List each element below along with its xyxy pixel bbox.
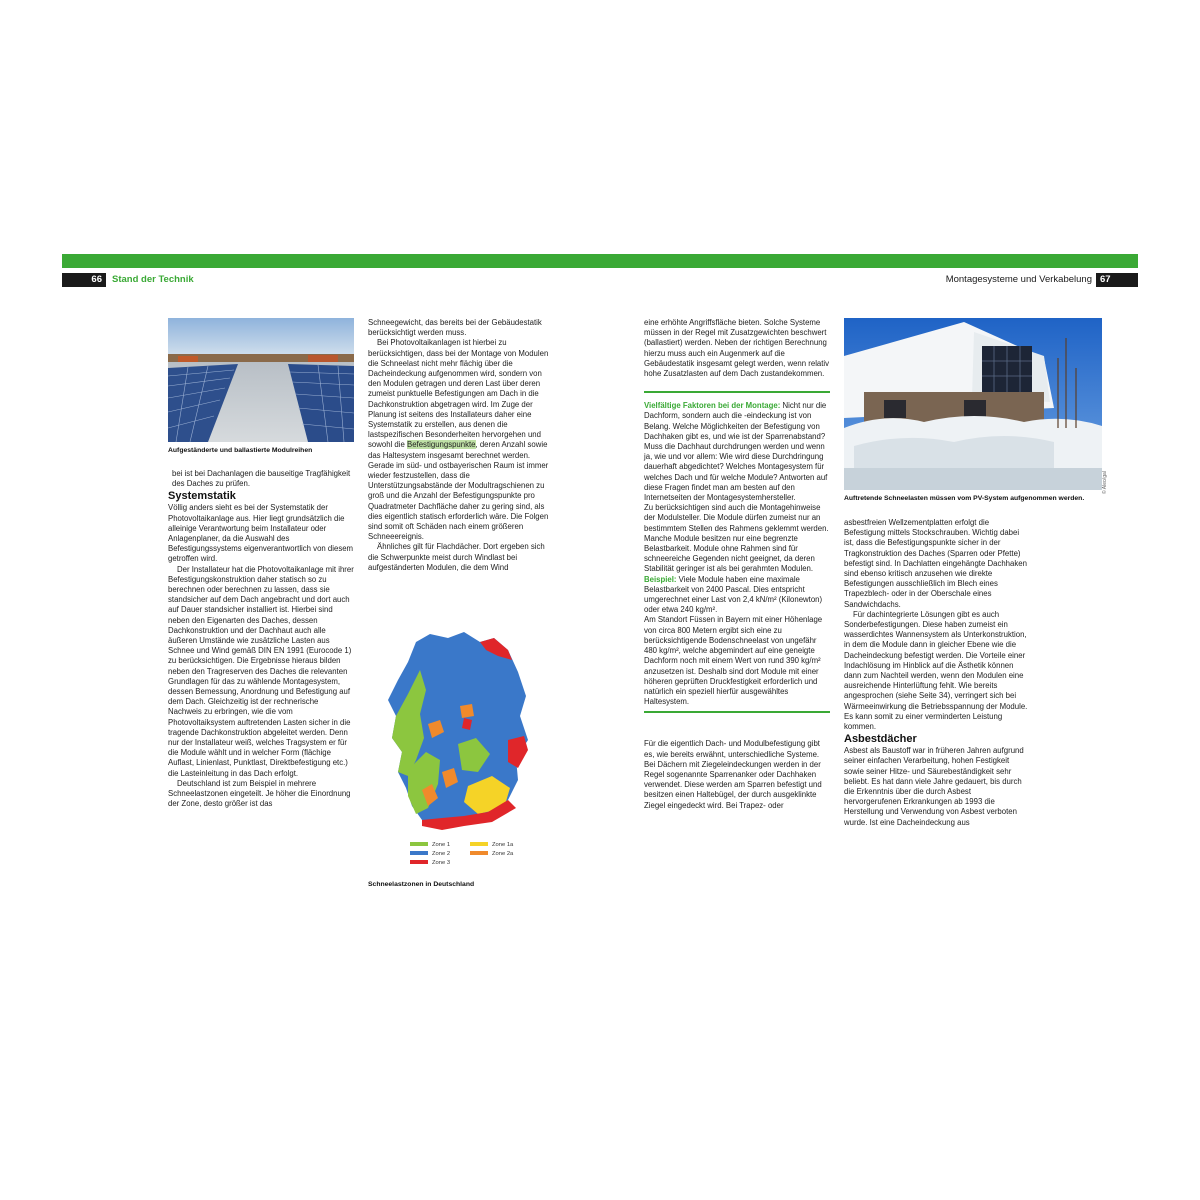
right-column-2 [844,518,1030,828]
map-zone-2a-4 [460,704,474,718]
right-page-number: 67 [1096,273,1138,287]
col1-paragraph-2: Der Installateur hat die Photovoltaikanlage mit ihrer Befestigungskonstruktion daher statisch so zu berechnen oder berechnen zu lassen, dass sie standsicher auf dem Dach angebracht und dort auch auf Dauer standsicher installiert ist. Hierbei sind neben den Eigenarten des Daches, dessen Dachkonstruktion und der Dachhaut auch alle äußeren Umstände wie zusätzliche Lasten aus Schnee und Wind gemäß DIN EN 1991 (Eurocode 1) zu berücksichtigen. Die Ergebnisse hieraus bilden neben den Tragreserven des Daches die relevanten Grundlagen für das zu wählende Montagesystem, dessen Bemessung, Anordnung und Befestigung auf dem Dach. Gleichzeitig ist der rechnerische Nachweis zu erbringen, wie die vom Photovoltaiksystem auftretenden Lasten sicher in die tragende Dachkonstruktion abgeleitet werden. Denn nur der Installateur weiß, welches Tragsystem er für die Module wählt und in welcher Form (flächige Auflast, Linienlast, Punktlast, Direktbefestigung etc.) die Lasteinleitung in das Dach erfolgt. [168,564,354,778]
col2-paragraph-3: Ähnliches gilt für Flachdächer. Dort ergeben sich die Schwerpunkte meist durch Windlast bei aufgeständerten Modulen, die dem Wind [368,542,545,572]
solar-rows-caption: Aufgeständerte und ballastierte Modulreihen [168,447,313,454]
map-zone-3-east [508,736,528,768]
solar-rows-photo [168,318,354,442]
col2-paragraph-2 [368,338,556,542]
legend-swatch [470,851,488,855]
right-page-header [602,273,1138,287]
snow-house-photo [844,318,1102,490]
col2-paragraph-2-b: , deren Anzahl sowie das Haltesystem insgesamt berechnet werden. Gerade im süd- und ostbayerischen Raum ist immer wieder festzustellen, dass die Unterstützungsabstände der Modultragschienen zu groß und die Anzahl der Befestigungspunkte pro Quadratmeter Dachfläche daher zu gering sind, als dies eigentlich statisch erforderlich wäre. Die Folgen sind somit oft Schäden nach einem größeren Schneeereignis. [368,440,549,542]
col1-paragraph-1: Völlig anders sieht es bei der Systemstatik der Photovoltaikanlage aus. Hier liegt grundsätzlich die alleinige Verantwortung beim Installateur oder Anlagenplaner, da die Auswahl des Befestigungssystems eigenverantwortlich von diesem getroffen wird. [168,503,354,564]
highlighted-term: Befestigungspunkte [407,440,476,450]
col3-paragraph-after: Für die eigentlich Dach- und Modulbefestigung gibt es, wie bereits erwähnt, unterschiedliche Systeme. Bei Dächern mit Ziegeleindeckungen werden in der Regel sogenannte Sparrenanker oder Dachhaken verwendet. Diese werden am Sparren befestigt und besitzen einen Haltebügel, der durch ausgeklinkte Ziegel eingedeckt wird. Bei Trapez- oder [644,739,822,810]
top-green-bar [62,254,1138,268]
right-section-title: Montagesysteme und Verkabelung [945,274,1092,285]
left-page-header [62,273,602,287]
col2-paragraph-2-a: Bei Photovoltaikanlagen ist hierbei zu berücksichtigen, dass bei der Montage von Modulen die Schneelast nicht mehr flächig über die Dacheindeckung aufgenommen wird, sondern von den Modulen getragen und deren Last über deren zumeist punktuelle Befestigungen am Dach in die Dachkonstruktion abgetragen wird. Im Zuge der Planung ist seitens des Installateurs daher eine Systemstatik zu erstellen, aus denen die lastspezifischen Besonderheiten hervorgehen und sowohl die [368,338,549,450]
col3-box-paragraph-1: Vielfältige Faktoren bei der Montage: Nicht nur die Dachform, sondern auch die -eindeckung ist von Belang. Welche Möglichkeiten der Befestigung von Dachhaken gibt es, und wie ist der Sparrenabstand? Muss die Dachhaut durchdrungen werden und wenn ja, wie und vor allem: Wie wird diese Durchdringung dauerhaft abgedichtet? Welches Montagesystem für welches Dach und für welche Module? Antworten auf diese Fragen findet man am besten auf den Internetseiten der Montagesystemhersteller. [644,401,828,503]
legend-item-zone-1: Zone 1 [410,842,450,849]
map-caption: Schneelastzonen in Deutschland [368,881,475,888]
col3-box-paragraph-2: Zu berücksichtigen sind auch die Montagehinweise der Modulsteller. Die Module dürfen zumeist nur an bestimmtem Stellen des Rahmens geklemmt werden. Manche Module besitzen nur eine begrenzte Belastbarkeit. Module ohne Rahmen sind für schneereiche Gegenden nicht geeignet, da deren Stabilität geringer ist als bei gerahmten Modulen. [644,503,829,574]
legend-item-zone-2: Zone 2 [410,851,450,858]
col1-paragraph-3: Deutschland ist zum Beispiel in mehrere Schneelastzonen eingeteilt. Je höher die Einordnung der Zone, desto größer ist das [168,778,351,809]
legend-item-zone-2a: Zone 2a [470,851,513,858]
left-column-1 [168,446,354,810]
legend-item-zone-1a: Zone 1a [470,842,513,849]
legend-item-zone-3: Zone 3 [410,860,450,867]
col4-paragraph-3: Asbest als Baustoff war in früheren Jahren aufgrund seiner einfachen Verarbeitung, hohen Festigkeit sowie seiner Hitze- und Säurebeständigkeit sehr beliebt. Es hat dann viele Jahre gedauert, bis durch die Erkenntnis über die durch Asbest hervorgerufenen Erkrankungen ab 1993 die Herstellung und Verwendung von Asbest verboten wurde. Ist eine Dacheindeckung aus [844,746,1024,827]
systemstatik-heading: Systemstatik [168,490,236,503]
legend-swatch [410,860,428,864]
legend-swatch [410,851,428,855]
left-section-title: Stand der Technik [112,274,194,285]
left-page-number: 66 [62,273,106,287]
col3-paragraph-1: eine erhöhte Angriffsfläche bieten. Solche Systeme müssen in der Regel mit Zusatzgewichten beschwert (ballastiert) werden. Neben der richtigen Berechnung hierzu muss auch ein Augenmerk auf die Gebäudestatik insgesamt gelegt werden, wenn relativ hohe Zusatzlasten auf dem Dach zustandekommen. [644,318,830,379]
col3-example: Beispiel: Viele Module haben eine maximale Belastbarkeit von 2400 Pascal. Dies entspricht umgerechnet einer Last von 2,4 kN/m² (Kilonewton) oder etwa 240 kg/m². [644,574,823,615]
col4-paragraph-1: asbestfreien Wellzementplatten erfolgt die Befestigung mittels Stockschrauben. Wichtig dabei ist, dass die Befestigungspunkte sicher in der Tragkonstruktion des Daches (Sparren oder Pfette) befestigt sind. In Dachlatten eingehängte Dachhaken sind ebenso kritisch anzusehen wie direkte Befestigungen ausschließlich im Blech eines Trapezblech- oder in der Oberschale eines Sandwichdachs. [844,518,1027,609]
col3-box-paragraph-4: Am Standort Füssen in Bayern mit einer Höhenlage von circa 800 Metern ergibt sich eine zu berücksichtigende Bodenschneelast von ungefähr 480 kg/m², welche abgemindert auf eine geneigte Dachform noch mit einem Wert von rund 390 kg/m² anzusetzen ist. Deshalb sind dort Module mit einer höheren geprüften Druckfestigkeit erforderlich und natürlich ein speziell hierfür ausgewähltes Haltesystem. [644,615,823,707]
snow-house-caption: Auftretende Schneelasten müssen vom PV-System aufgenommen werden. [844,495,1085,502]
snow-load-map [368,620,558,900]
left-column-2 [368,318,556,573]
example-label: Beispiel: [644,574,677,584]
box-top-rule [644,391,830,393]
legend-swatch [410,842,428,846]
col4-paragraph-2: Für dachintegrierte Lösungen gibt es auch Sonderbefestigungen. Diese haben zumeist ein wasserdichtes Wannensystem als Unterkonstruktion, in dem die Module dann in gleicher Ebene wie die Dacheindeckung befestigt werden. Die Vorteile einer Indachlösung im Hinblick auf die Ästhetik können dann zum Nachteil werden, wenn den Modulen eine ausreichende Hinterlüftung fehlt. Wie bereits angesprochen (siehe Seite 34), verringert sich bei Wärmeeinwirkung die Betriebsspannung der Module. Es kann somit zu einer verminderten Leistung kommen. [844,609,1028,732]
map-caption-wrap [368,880,556,889]
photo-credit: © Aleo/gal [1102,471,1108,494]
box-bottom-rule [644,711,830,713]
snow-house-caption-wrap [844,494,1102,503]
legend-swatch [470,842,488,846]
right-column-1 [644,318,830,811]
col1-intro: bei ist bei Dachanlagen die bauseitige Tragfähigkeit des Daches zu prüfen. [172,469,351,489]
box-label: Vielfältige Faktoren bei der Montage: [644,401,781,411]
col2-paragraph-1: Schneegewicht, das bereits bei der Gebäudestatik berücksichtigt werden muss. [368,318,542,338]
asbestdaecher-heading: Asbestdächer [844,733,917,746]
